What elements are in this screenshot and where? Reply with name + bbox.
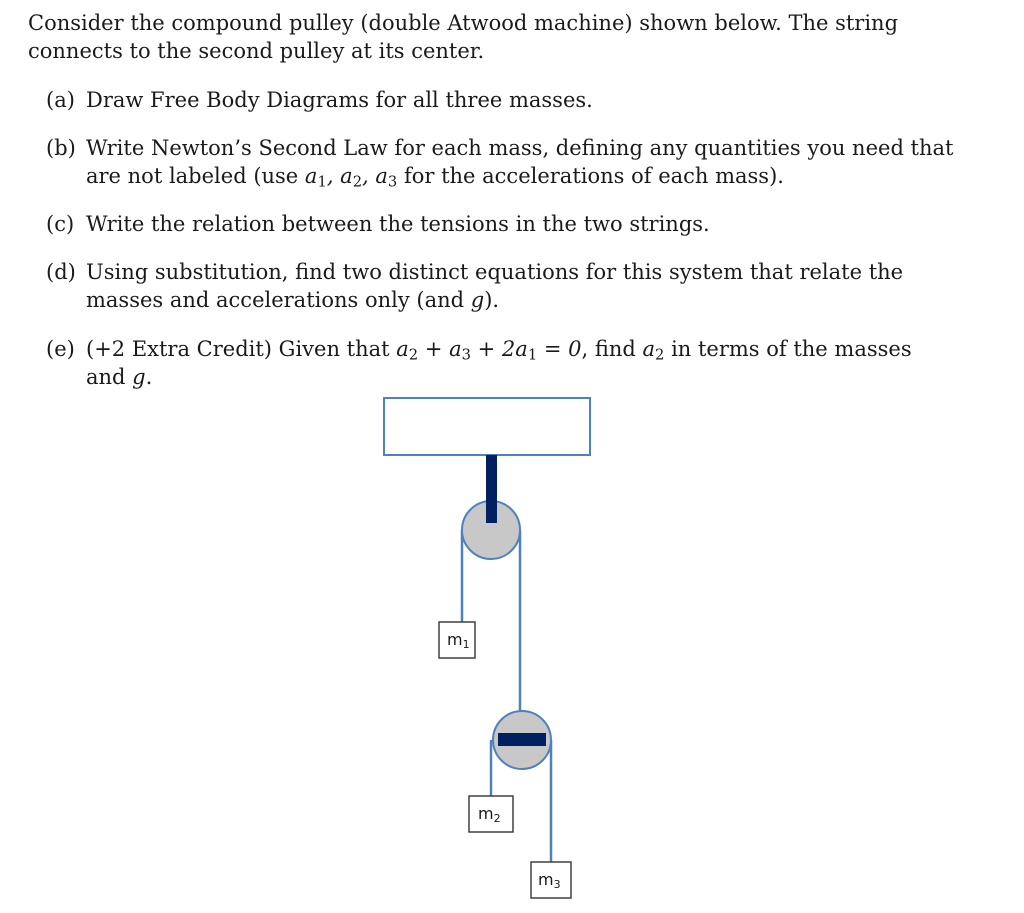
part-a-text: Draw Free Body Diagrams for all three masses. xyxy=(86,88,593,112)
part-e-target: $a_2$ xyxy=(642,337,665,364)
part-e-label: (e) xyxy=(46,337,75,361)
part-d-g: g xyxy=(470,288,485,312)
part-e-text-mid: , find xyxy=(581,337,643,361)
ceiling-support xyxy=(384,398,590,455)
part-b-accelerations: $a_1$, $a_2$, $a_3$ xyxy=(304,164,398,191)
part-e-equation: $a_2 + a_3 + 2a_1 = 0$ xyxy=(396,337,582,364)
part-a-label: (a) xyxy=(46,88,75,112)
problem-intro: Consider the compound pulley (double Atwood machine) shown below. The string connects to the second pulley at its center. xyxy=(28,11,899,63)
part-d-label: (d) xyxy=(46,260,76,284)
lower-pulley-axle xyxy=(498,733,546,746)
part-e-text-end: . xyxy=(145,365,153,389)
mass-m3-label: m3 xyxy=(538,870,561,891)
part-c-label: (c) xyxy=(46,212,75,236)
part-c-text: Write the relation between the tensions in the two strings. xyxy=(86,212,710,236)
part-d-text-after: ). xyxy=(484,288,500,312)
part-b-label: (b) xyxy=(46,136,76,160)
mass-m1-label: m1 xyxy=(447,630,470,651)
mass-m2-label: m2 xyxy=(478,804,501,825)
part-e-text-after: in terms of the masses and xyxy=(86,337,912,389)
part-b-text-after: for the accelerations of each mass). xyxy=(397,164,784,188)
part-e-g: g xyxy=(132,365,146,389)
part-e-text-before: (+2 Extra Credit) Given that xyxy=(86,337,397,361)
upper-pulley-rod xyxy=(486,455,497,523)
part-d-text-before: Using substitution, find two distinct equations for this system that relate the masses and accelerations only (and xyxy=(86,260,904,312)
part-b-text-before: Write Newton’s Second Law for each mass, defining any quantities you need that are not labeled (use xyxy=(86,136,954,188)
